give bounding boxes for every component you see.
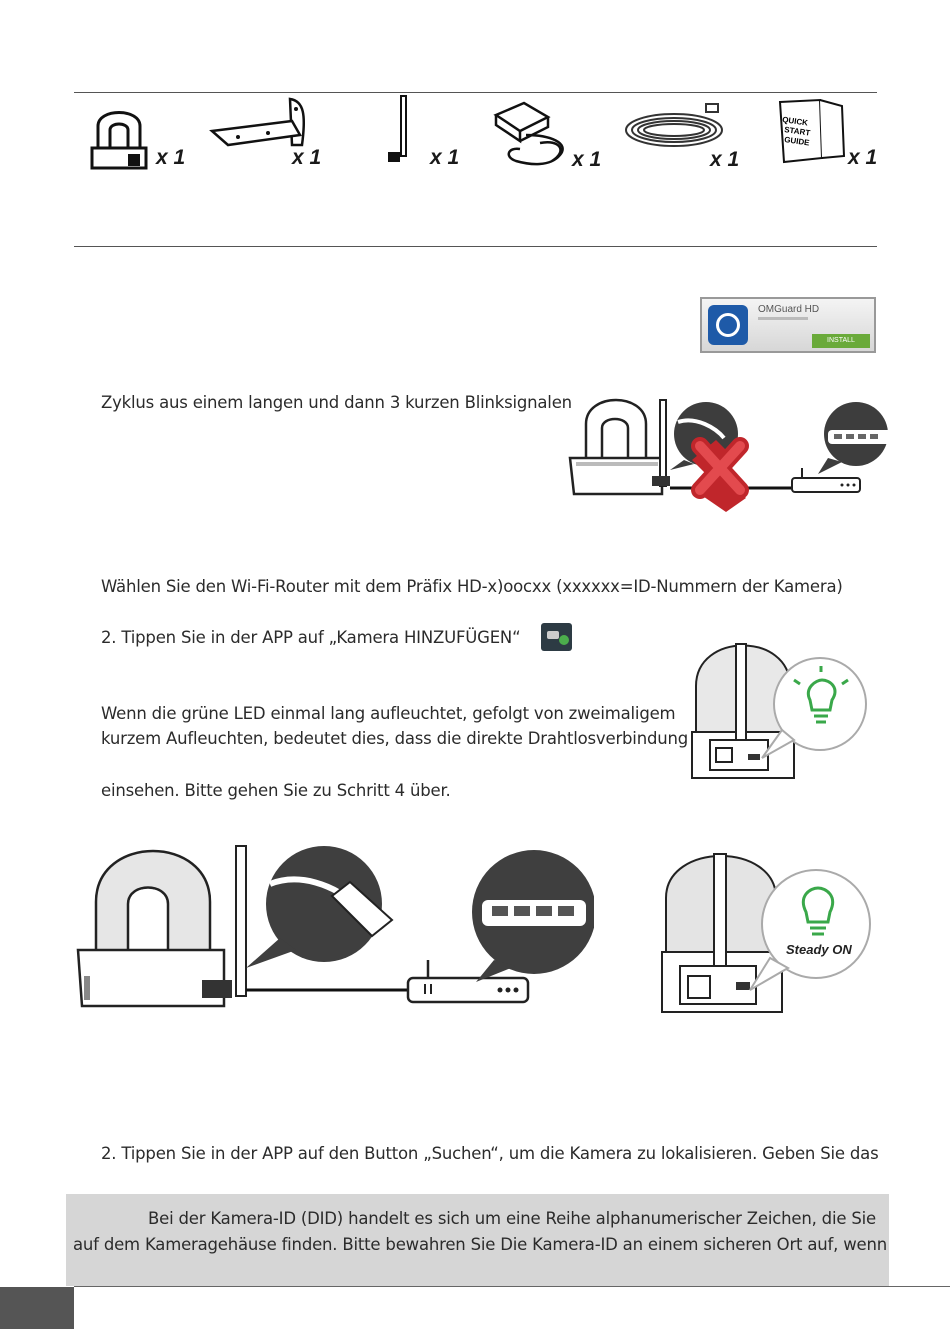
qty-label: x 1 — [572, 148, 602, 171]
antenna-icon — [384, 92, 414, 168]
note-text-line2: auf dem Kameragehäuse finden. Bitte bewahren Sie Die Kamera-ID an einem sicheren Ort auf, wenn — [73, 1235, 887, 1254]
qty-label: x 1 — [848, 146, 878, 169]
green-led-text-line1: Wenn die grüne LED einmal lang aufleuchtet, gefolgt von zweimaligem — [101, 704, 676, 723]
wired-setup-diagram — [74, 842, 594, 1022]
app-icon — [708, 305, 748, 345]
note-text-line1: Bei der Kamera-ID (DID) handelt es sich um eine Reihe alphanumerischer Zeichen, die Sie — [148, 1209, 876, 1228]
tap-add-camera-text: 2. Tippen Sie in der APP auf „Kamera HINZUFÜGEN“ — [101, 628, 521, 647]
qty-label: x 1 — [430, 146, 460, 169]
add-camera-icon — [541, 623, 572, 651]
select-router-text: Wählen Sie den Wi-Fi-Router mit dem Präfix HD-x)oocxx (xxxxxx=ID-Nummern der Kamera) — [101, 577, 843, 596]
blink-cycle-text: Zyklus aus einem langen und dann 3 kurzen Blinksignalen — [101, 393, 572, 412]
app-store-badge[interactable] — [700, 297, 876, 353]
page-number-tab — [0, 1287, 74, 1329]
steady-on-diagram — [658, 848, 874, 1018]
qty-label: x 1 — [156, 146, 186, 169]
steady-on-label: Steady ON — [786, 942, 852, 957]
footer-rule — [74, 1286, 950, 1287]
svg-text:GUIDE: GUIDE — [783, 135, 811, 148]
wired-connection-error-diagram — [566, 394, 892, 512]
qty-label: x 1 — [710, 148, 740, 171]
camera-icon — [88, 102, 150, 174]
tap-search-text: 2. Tippen Sie in der APP auf den Button „Suchen“, um die Kamera zu lokalisieren. Geben Sie das — [101, 1144, 879, 1163]
svg-text:QUICK: QUICK — [781, 115, 809, 128]
app-name: OMGuard HD — [758, 304, 820, 315]
svg-text:START: START — [783, 125, 811, 138]
see-step4-text: einsehen. Bitte gehen Sie zu Schritt 4 über. — [101, 781, 451, 800]
power-adapter-icon — [490, 95, 574, 171]
top-divider — [74, 92, 877, 93]
qty-label: x 1 — [292, 146, 322, 169]
quick-start-guide-icon — [774, 96, 848, 166]
install-button[interactable]: INSTALL — [812, 334, 870, 348]
green-led-text-line2: kurzem Aufleuchten, bedeutet dies, dass die direkte Drahtlosverbindung — [101, 729, 689, 748]
led-blink-diagram — [690, 636, 870, 782]
contents-divider — [74, 246, 877, 247]
